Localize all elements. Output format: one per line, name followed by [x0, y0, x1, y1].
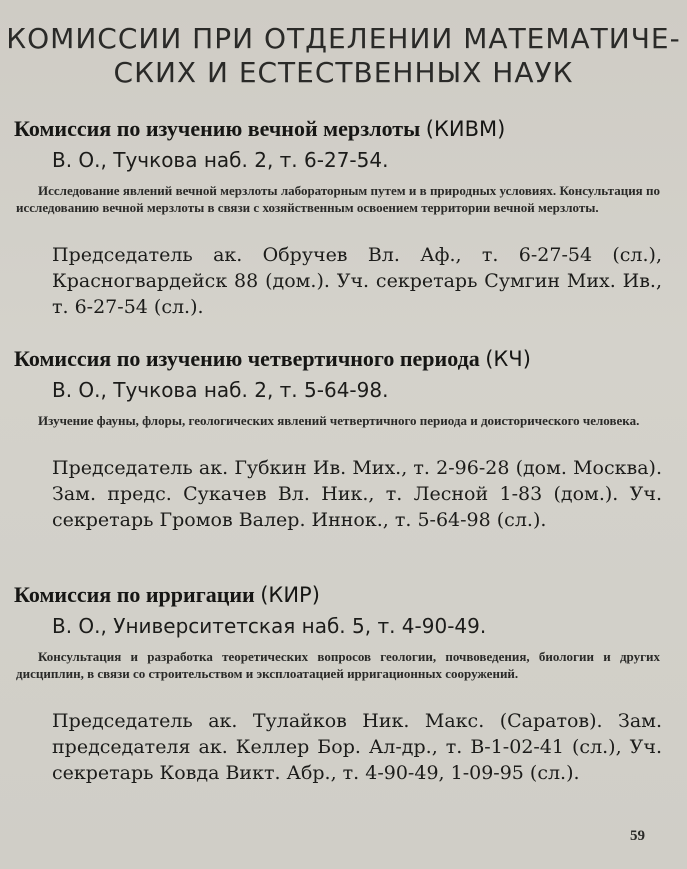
- commission-staff: Председатель ак. Губкин Ив. Мих., т. 2-96-28 (дом. Москва). Зам. предс. Сукачев Вл. Ник., т. Лесной 1-83 (дом.). Уч. секретарь Громов Валер. Иннок., т. 5-64-98 (сл.).: [52, 457, 662, 531]
- commission-name: Комиссия по изучению четвертичного периода: [14, 346, 480, 371]
- commission-name: Комиссия по изучению вечной мерзлоты: [14, 116, 421, 141]
- commission-heading: [14, 116, 505, 142]
- commission-address: В. О., Тучкова наб. 2, т. 6-27-54.: [52, 148, 389, 172]
- commission-abbr: (КЧ): [485, 347, 531, 371]
- commission-address: В. О., Тучкова наб. 2, т. 5-64-98.: [52, 378, 389, 402]
- commission-description: Консультация и разработка теоретических вопросов геологии, почвоведения, биологии и других дисциплин, в связи со строительством и эксплоатацией ирригационных сооружений.: [16, 649, 660, 681]
- page-title-line-1: КОМИССИИ ПРИ ОТДЕЛЕНИИ МАТЕМАТИЧЕ-: [6, 22, 681, 55]
- commission-heading: [14, 346, 531, 372]
- commission-address: В. О., Университетская наб. 5, т. 4-90-49.: [52, 614, 487, 638]
- page-title-line-2: СКИХ И ЕСТЕСТВЕННЫХ НАУК: [113, 56, 574, 89]
- commission-heading: [14, 582, 320, 608]
- page-number: 59: [630, 828, 645, 844]
- commission-staff: Председатель ак. Обручев Вл. Аф., т. 6-27-54 (сл.), Красногвардейск 88 (дом.). Уч. секретарь Сумгин Мих. Ив., т. 6-27-54 (сл.).: [52, 244, 662, 318]
- commission-description: Изучение фауны, флоры, геологических явлений четвертичного периода и доисторического человека.: [38, 413, 640, 428]
- commission-description: Исследование явлений вечной мерзлоты лабораторным путем и в природных условиях. Консультация по исследованию вечной мерзлоты в связи с хозяйственным освоением территории вечной мерзлоты.: [16, 183, 660, 215]
- commission-staff: Председатель ак. Тулайков Ник. Макс. (Саратов). Зам. председателя ак. Келлер Бор. Ал-др., т. В-1-02-41 (сл.), Уч. секретарь Ковда Викт. Абр., т. 4-90-49, 1-09-95 (сл.).: [52, 710, 662, 784]
- commission-name: Комиссия по ирригации: [14, 582, 255, 607]
- commission-abbr: (КИВМ): [425, 117, 506, 141]
- commission-abbr: (КИР): [260, 583, 320, 607]
